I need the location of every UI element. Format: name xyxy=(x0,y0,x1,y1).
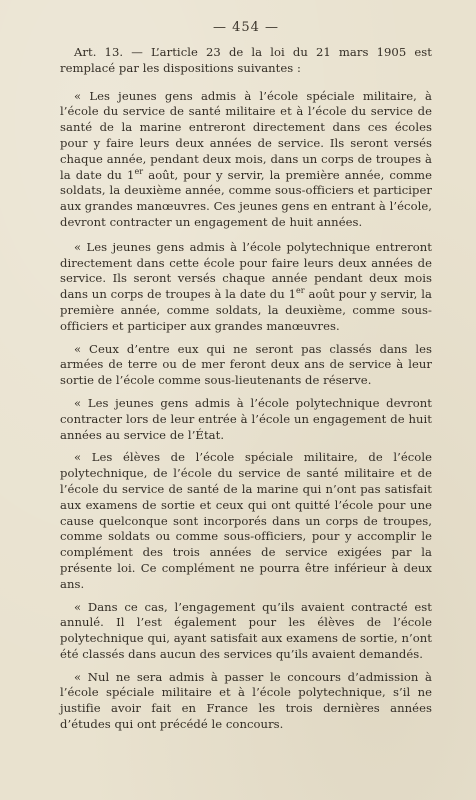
paragraph-text: août, pour y servir, la première année, comme soldats, la deuxième année, comme sous-officiers et participer aux grandes manœuvres. Ces jeunes gens en entrant à l’école, devront contracter un engagement de huit années. xyxy=(60,167,432,229)
paragraph-article-13 xyxy=(60,45,432,77)
paragraph-engagement xyxy=(60,396,432,443)
paragraph-annulment xyxy=(60,600,432,663)
paragraph-text: Art. 13. — L’article 23 de la loi du 21 mars 1905 est remplacé par les dispositions suivantes : xyxy=(60,45,432,75)
paragraph-military-schools xyxy=(60,89,432,231)
page-number: — 454 — xyxy=(212,20,280,35)
paragraph-admission-condition xyxy=(60,670,432,733)
paragraph-text: « Dans ce cas, l’engagement qu’ils avaient contracté est annulé. Il l’est également pour les élèves de l’école polytechnique qui, ayant satisfait aux examens de sortie, n’ont été classés dans aucun des services qu’ils avaient demandés. xyxy=(60,599,432,661)
paragraph-failed-exams xyxy=(60,450,432,592)
paragraph-text: août pour y servir, la première année, comme soldats, la deuxième, comme sous-officiers et participer aux grandes manœuvres. xyxy=(60,287,432,333)
superscript: er xyxy=(134,166,144,176)
paragraph-text: « Les élèves de l’école spéciale militaire, de l’école polytechnique, de l’école du service de santé militaire et de l’école du service de santé de la marine qui n’ont pas satisfait aux examens de sortie et ceux qui ont quitté l’école pour une cause quelconque sont incorporés dans un corps de troupes, comme soldats ou comme sous-officiers, pour y accomplir le complément des trois années de service exigées par la présente loi. Ce complément ne pourra être inférieur à deux ans. xyxy=(60,450,432,591)
superscript: er xyxy=(296,286,305,296)
paragraph-unclassified xyxy=(60,342,432,389)
paragraph-text: « Les jeunes gens admis à l’école polytechnique devront contracter lors de leur entrée à l’école un engagement de huit années au service de l’État. xyxy=(60,395,432,442)
paragraph-text: « Ceux d’entre eux qui ne seront pas classés dans les armées de terre ou de mer feront deux ans de service à leur sortie de l’école comme sous-lieutenants de réserve. xyxy=(60,341,432,388)
paragraph-text: « Nul ne sera admis à passer le concours d’admission à l’école spéciale militaire et à l’école polytechnique, s’il ne justifie avoir fait en France les trois dernières années d’études qui ont précédé le concours. xyxy=(60,669,432,732)
paragraph-text: « Les jeunes gens admis à l’école polytechnique entreront directement dans cette école pour faire leurs deux années de service. Ils seront versés chaque année pendant deux mois dans un corps de troupes à la date du 1 xyxy=(60,239,432,302)
paragraph-polytechnique-entry xyxy=(60,240,432,335)
paragraph-text: « Les jeunes gens admis à l’école spéciale militaire, à l’école du service de santé militaire et à l’école du service de santé de la marine entreront directement dans ces écoles pour y faire leurs deux années de service. Ils seront versés chaque année, pendant deux mois, dans un corps de troupes à la date du 1 xyxy=(60,88,432,182)
